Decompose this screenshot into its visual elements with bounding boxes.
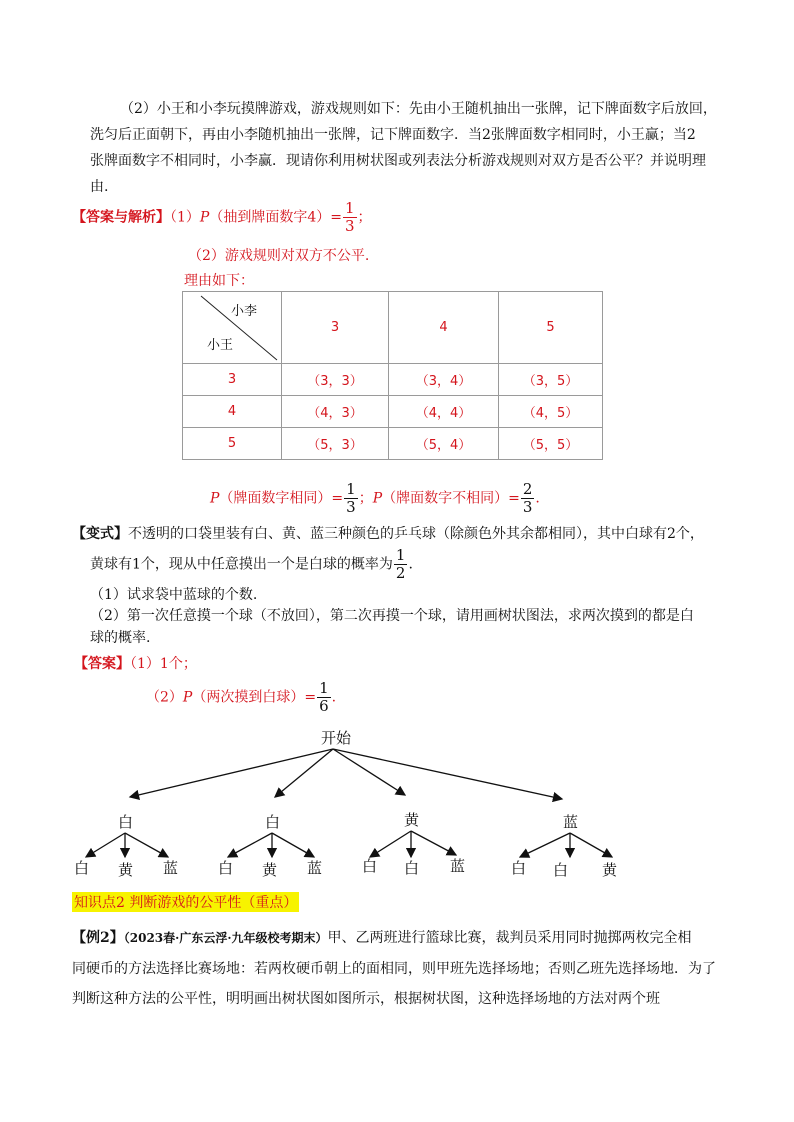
- tree-node-l2: 黄: [602, 861, 618, 879]
- tree-branch: [333, 749, 405, 795]
- problem2-line4: 由.: [90, 179, 109, 195]
- period: .: [408, 556, 413, 573]
- separator: ；: [358, 490, 373, 507]
- table-cell: （5，4）: [389, 428, 499, 460]
- period: .: [535, 490, 540, 507]
- fraction: $\frac{1}{3}$: [346, 480, 356, 516]
- table-row-header: 3: [183, 364, 282, 396]
- period: .: [331, 689, 337, 706]
- example2-line2: 同硬币的方法选择比赛场地：若两枚硬币朝上的面相同，则甲班先选择场地；否则乙班先选择场地．为了: [72, 961, 716, 977]
- fraction: $\frac{2}{3}$: [522, 480, 533, 516]
- problem2-line2: 洗匀后正面朝下，再由小李随机抽出一张牌，记下牌面数字．当2张牌面数字相同时，小王赢；当2: [90, 127, 696, 143]
- tree-node-l2: 黄: [118, 861, 134, 879]
- example2-line3: 判断这种方法的公平性，明明画出树状图如图所示，根据树状图，这种选择场地的方法对两个班: [72, 991, 660, 1007]
- answer2-prefix: （2）: [146, 689, 183, 706]
- answer2-part1: （1）1个；: [130, 656, 197, 672]
- answer2-line1: [74, 653, 197, 673]
- tree-node-l2: 白: [74, 859, 90, 877]
- answer2-event: （两次摸到白球）=: [192, 689, 317, 706]
- table-corner-cell: [183, 292, 282, 364]
- probability-symbol: P: [182, 689, 193, 706]
- tree-node-l2: 白: [218, 859, 234, 877]
- tree-node-l2: 白: [553, 861, 569, 879]
- probability-symbol: P: [210, 490, 220, 507]
- tree-branch: [130, 749, 333, 797]
- tree-node-l2: 白: [511, 859, 527, 877]
- variant-q1: （1）试求袋中蓝球的个数.: [90, 587, 258, 603]
- variant-text: 不透明的口袋里装有白、黄、蓝三种颜色的乒乓球（除颜色外其余都相同），其中白球有2个，: [128, 526, 704, 542]
- answer1-end: ；: [357, 209, 372, 226]
- tree-root: 开始: [321, 729, 352, 747]
- answer2-line2: [146, 680, 336, 715]
- answer1-event: （抽到牌面数字4）=: [209, 209, 342, 226]
- tree-diagram: [0, 725, 794, 885]
- answer1-part2: （2）游戏规则对双方不公平.: [188, 248, 370, 264]
- example-source: （2023春·广东云浮·九年级校考期末）: [123, 931, 328, 945]
- table-cell: （4，4）: [389, 396, 499, 428]
- problem2-line3: 张牌面数字不相同时，小李赢．现请你利用树状图或列表法分析游戏规则对双方是否公平？并说明理: [90, 153, 706, 169]
- tree-node-l2: 蓝: [307, 859, 323, 877]
- event-same: （牌面数字相同）=: [219, 490, 344, 507]
- tree-node-l1: 白: [265, 813, 281, 831]
- table-cell: （5，3）: [282, 428, 389, 460]
- tree-node-l1: 白: [118, 813, 134, 831]
- answer1-line: [72, 200, 372, 235]
- variant-tag: 【变式】: [72, 526, 128, 542]
- table-cell: （3，3）: [282, 364, 389, 396]
- variant-q2-line2: 球的概率.: [90, 630, 151, 646]
- table-corner-top: 小李: [231, 304, 258, 319]
- table-col-header: 4: [389, 292, 499, 364]
- probability-symbol: P: [199, 209, 210, 226]
- variant-text: 黄球有1个，现从中任意摸出一个是白球的概率为: [90, 556, 393, 573]
- answer-tag: 【答案与解析】: [72, 209, 170, 226]
- fraction: $\frac{1}{2}$: [395, 546, 406, 582]
- example-text: 甲、乙两班进行篮球比赛，裁判员采用同时抛掷两枚完全相: [327, 930, 692, 946]
- variant-q2-line1: （2）第一次任意摸一个球（不放回），第二次再摸一个球，请用画树状图法，求两次摸到的都是白: [90, 608, 694, 624]
- table-cell: （5，5）: [499, 428, 603, 460]
- probability-line: [210, 481, 540, 516]
- section-title: 知识点2 判断游戏的公平性（重点）: [72, 892, 299, 912]
- table-cell: （3，4）: [389, 364, 499, 396]
- variant-line1: [72, 523, 704, 543]
- example-tag: 【例2】: [72, 930, 124, 946]
- table-row-header: 4: [183, 396, 282, 428]
- variant-line2: [90, 547, 413, 582]
- fraction: $\frac{1}{3}$: [344, 199, 355, 235]
- table-cell: （3，5）: [499, 364, 603, 396]
- table-col-header: 5: [499, 292, 603, 364]
- tree-node-l2: 白: [362, 857, 378, 875]
- answer1-reason: 理由如下：: [184, 273, 254, 289]
- tree-branch: [333, 749, 562, 799]
- table-col-header: 3: [282, 292, 389, 364]
- example2-line1: [72, 927, 692, 947]
- fraction: $\frac{1}{6}$: [319, 679, 329, 715]
- tree-node-l1: 黄: [404, 811, 420, 829]
- answer-tag: 【答案】: [74, 656, 130, 672]
- table-cell: （4，5）: [499, 396, 603, 428]
- tree-node-l2: 蓝: [163, 859, 179, 877]
- tree-node-l2: 黄: [262, 861, 278, 879]
- table-row-header: 5: [183, 428, 282, 460]
- tree-node-l1: 蓝: [563, 813, 579, 831]
- event-different: （牌面数字不相同）=: [382, 490, 520, 507]
- table-cell: （4，3）: [282, 396, 389, 428]
- table-corner-bottom: 小王: [207, 338, 234, 353]
- tree-node-l2: 蓝: [450, 857, 466, 875]
- tree-node-l2: 白: [404, 859, 420, 877]
- problem2-line1: （2）小王和小李玩摸牌游戏，游戏规则如下：先由小王随机抽出一张牌，记下牌面数字后放回，: [120, 101, 717, 117]
- answer1-part1-prefix: （1）: [170, 209, 200, 226]
- outcome-table: [182, 291, 603, 460]
- probability-symbol: P: [372, 490, 383, 507]
